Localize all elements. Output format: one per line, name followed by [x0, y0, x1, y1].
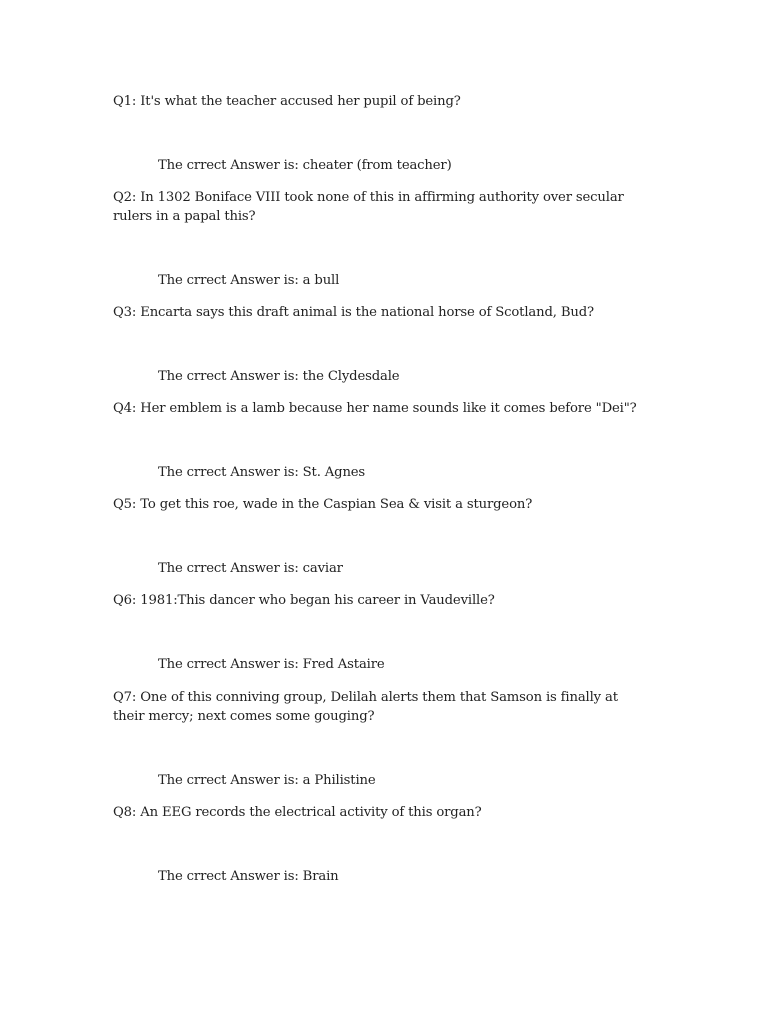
answer-text: cheater (from teacher) — [302, 158, 452, 173]
answer-label: The crrect Answer is: — [158, 773, 303, 788]
answer-text: a Philistine — [302, 773, 376, 788]
answer-label: The crrect Answer is: — [158, 561, 303, 576]
answer-text: caviar — [302, 561, 343, 576]
answer-label: The crrect Answer is: — [158, 273, 303, 288]
qa-item-6 — [113, 591, 653, 672]
answer-line — [158, 655, 385, 674]
answer-text: St. Agnes — [302, 465, 366, 480]
answer-label: The crrect Answer is: — [158, 158, 303, 173]
answer-line — [158, 463, 365, 482]
answer-label: The crrect Answer is: — [158, 869, 303, 884]
question-text: Q5: To get this roe, wade in the Caspian Sea & visit a sturgeon? — [113, 497, 533, 512]
question-text: Q8: An EEG records the electrical activity of this organ? — [113, 805, 482, 820]
question-text: Q2: In 1302 Boniface VIII took none of this in affirming authority over secular rulers in a papal this? — [113, 190, 624, 224]
qa-item-1 — [113, 92, 653, 173]
answer-text: Brain — [302, 869, 339, 884]
question-text: Q4: Her emblem is a lamb because her name sounds like it comes before "Dei"? — [113, 401, 637, 416]
answer-text: Fred Astaire — [302, 657, 385, 672]
qa-item-4 — [113, 399, 653, 480]
question-text: Q3: Encarta says this draft animal is the national horse of Scotland, Bud? — [113, 305, 594, 320]
qa-item-7 — [113, 688, 653, 788]
qa-item-2 — [113, 188, 653, 288]
answer-line — [158, 559, 343, 578]
question-text: Q6: 1981:This dancer who began his career in Vaudeville? — [113, 593, 495, 608]
answer-line — [158, 771, 376, 790]
qa-item-5 — [113, 495, 653, 576]
answer-line — [158, 271, 339, 290]
qa-item-3 — [113, 303, 653, 384]
answer-text: a bull — [302, 273, 340, 288]
answer-label: The crrect Answer is: — [158, 657, 303, 672]
answer-line — [158, 367, 399, 386]
qa-item-8 — [113, 803, 653, 884]
answer-line — [158, 156, 452, 175]
question-text: Q1: It's what the teacher accused her pupil of being? — [113, 94, 461, 109]
question-text: Q7: One of this conniving group, Delilah alerts them that Samson is finally at their mercy; next comes some gouging? — [113, 690, 618, 724]
answer-label: The crrect Answer is: — [158, 369, 303, 384]
answer-label: The crrect Answer is: — [158, 465, 303, 480]
answer-line — [158, 867, 338, 886]
answer-text: the Clydesdale — [302, 369, 400, 384]
